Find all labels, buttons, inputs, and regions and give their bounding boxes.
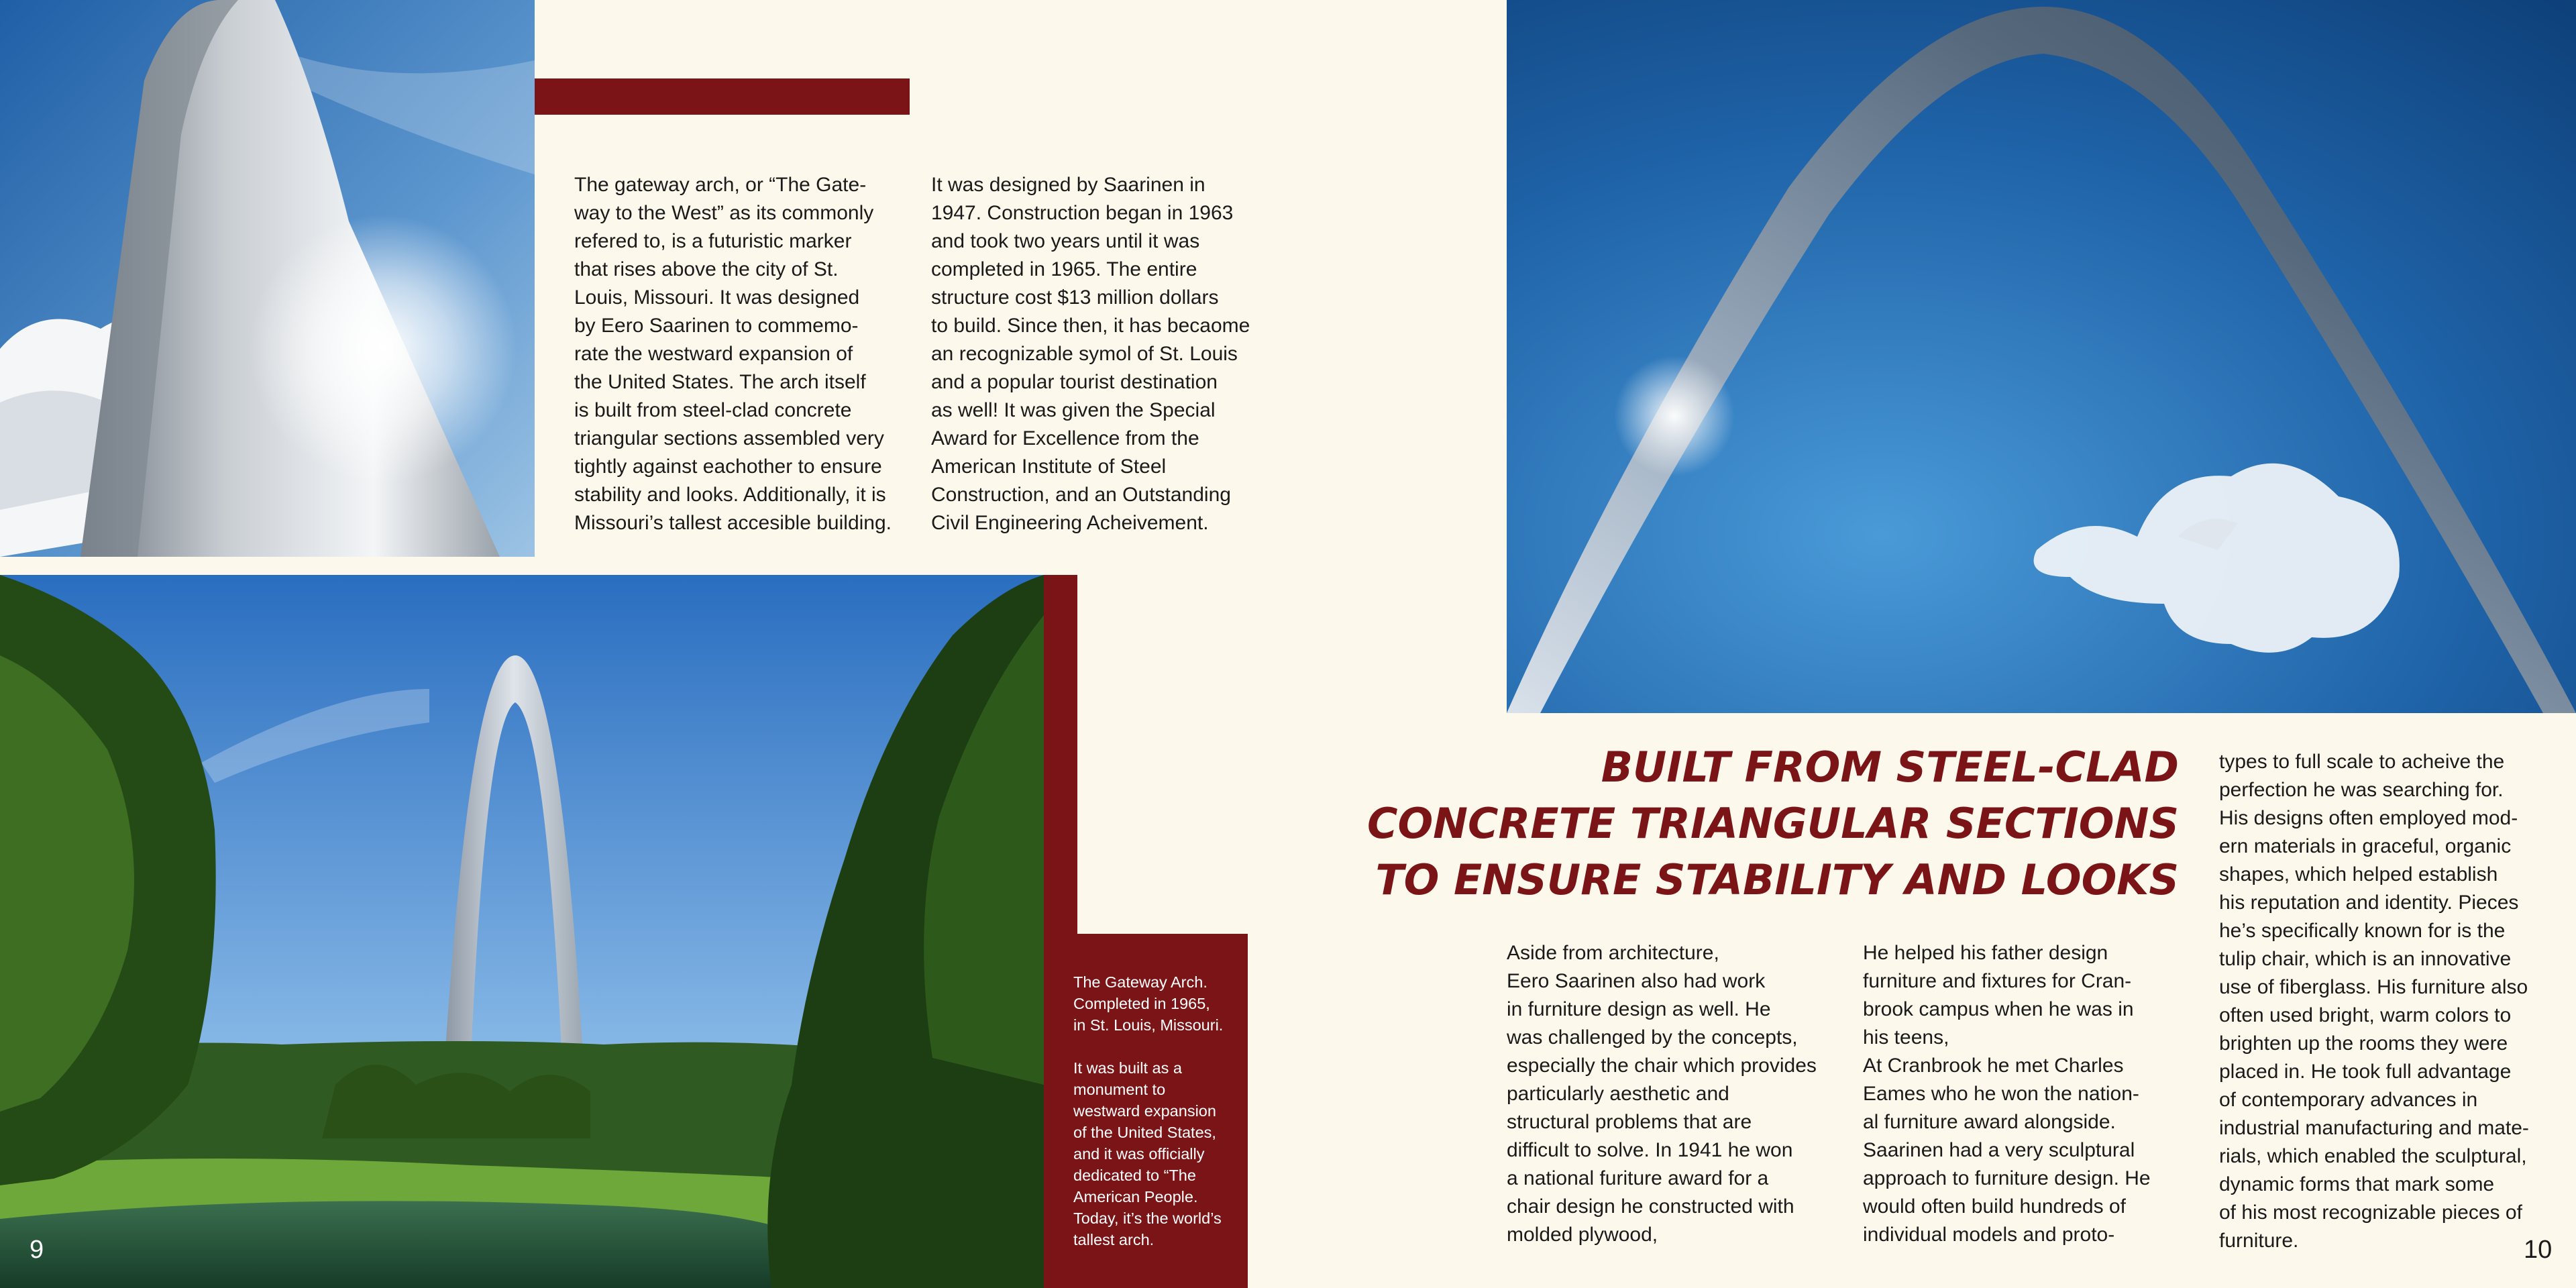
headline-line-2: CONCRETE TRIANGULAR SECTIONS	[1366, 799, 2179, 848]
headline-line-1: BUILT FROM STEEL-CLAD	[1601, 743, 2179, 792]
right-page-number: 10	[2524, 1236, 2553, 1264]
furniture-column-2: He helped his father design furniture and fixtures for Cran- brook campus when he was in his teens, At Cranbrook he met Charles Eames who he won the nation- al furniture award alongside. Saarinen had a very sculptural approach to furniture design. He would often build hundreds of individual models and proto-	[1863, 942, 2151, 1246]
photo-caption-body: It was built as a monument to westward expansion of the United States, and it was officially dedicated to “The American People. Today, it’s the world’s tallest arch.	[1073, 1059, 1222, 1248]
photo-caption-title: The Gateway Arch. Completed in 1965, in St. Louis, Missouri.	[1073, 973, 1224, 1034]
arch-sky-photo	[1507, 0, 2576, 713]
arch-closeup-photo	[0, 0, 535, 557]
arch-park-photo	[0, 575, 1044, 1288]
furniture-column-1: Aside from architecture, Eero Saarinen also had work in furniture design as well. He was challenged by the concepts, especially the chair which provides particularly aesthetic and structural problems that are difficult to solve. In 1941 he won a national furiture award for a chair design he constructed with molded plywood,	[1507, 942, 1817, 1246]
intro-column-2: It was designed by Saarinen in 1947. Construction began in 1963 and took two years until it was completed in 1965. The entire structure cost $13 million dollars to build. Since then, it has becaome an recognizable symol of St. Louis and a popular tourist destination as well! It was given the Special Award for Excellence from the American Institute of Steel Construction, and an Outstanding Civil Engineering Acheivement.	[931, 174, 1250, 534]
furniture-column-3: types to full scale to acheive the perfection he was searching for. His designs often employed mod- ern materials in graceful, organic shapes, which helped establish his reputation and identity. Pieces he’s specifically known for is the tulip chair, which is an innovative use of fiberglass. His furniture also often used bright, warm colors to brighten up the rooms they were placed in. He took full advantage of contemporary advances in industrial manufacturing and mate- rials, which enabled the sculptural, dynamic forms that mark some of his most recognizable pieces of furniture.	[2219, 751, 2529, 1252]
left-page-number: 9	[30, 1236, 44, 1264]
intro-column-1: The gateway arch, or “The Gate- way to the West” as its commonly refered to, is a futuristic marker that rises above the city of St. Louis, Missouri. It was designed by Eero Saarinen to commemo- rate the westward expansion of the United States. The arch itself is built from steel-clad concrete triangular sections assembled very tightly against eachother to ensure stability and looks. Additionally, it is Missouri’s tallest accesible building.	[574, 174, 892, 534]
accent-bar	[535, 78, 910, 115]
section-headline	[1240, 739, 2179, 908]
headline-line-3: TO ENSURE STABILITY AND LOOKS	[1375, 855, 2179, 904]
caption-accent-strip	[1044, 575, 1077, 934]
